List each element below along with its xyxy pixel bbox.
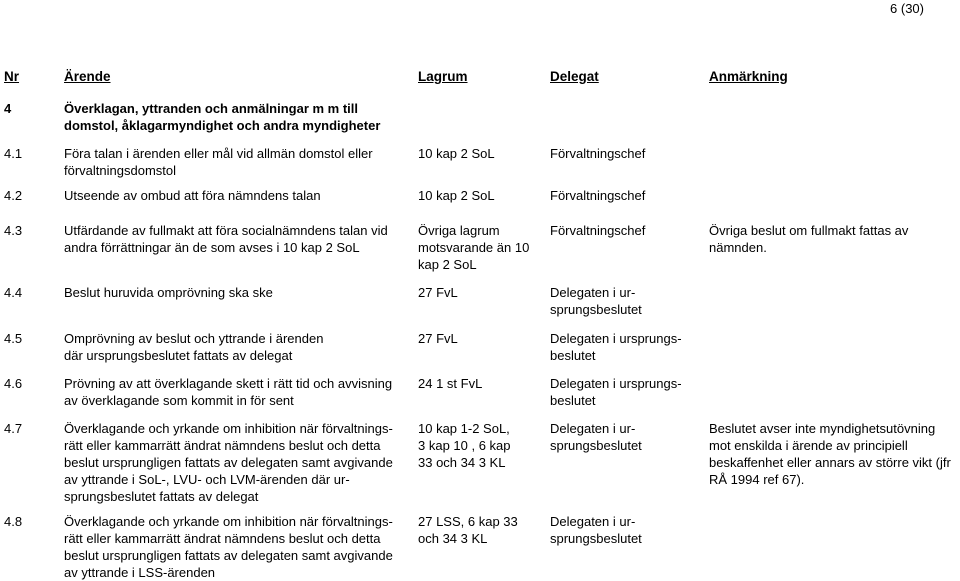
delegat-line: sprungsbeslutet	[550, 531, 642, 546]
section-nr: 4	[4, 101, 12, 116]
arende-line: sprungsbeslutet fattats av delegat	[64, 489, 259, 504]
delegat-line: Förvaltningschef	[550, 146, 646, 161]
row-arende	[64, 375, 392, 409]
row-delegat	[550, 187, 645, 204]
arende-line: rätt eller kammarrätt ändrat nämndens beslut och detta	[64, 531, 381, 546]
delegat-line: beslutet	[550, 348, 596, 363]
row-nr: 4.8	[4, 514, 23, 529]
row-nr: 4.6	[4, 376, 23, 391]
row-nr: 4.3	[4, 223, 23, 238]
header-lagrum: Lagrum	[418, 69, 468, 84]
row-lagrum	[418, 420, 511, 471]
arende-line: Utseende av ombud att föra nämndens talan	[64, 188, 321, 203]
lagrum-line: 27 FvL	[418, 331, 458, 346]
row-lagrum	[418, 375, 482, 392]
anmarkning-line: RÅ 1994 ref 67).	[709, 472, 805, 487]
arende-line: rätt eller kammarrätt ändrat nämndens beslut och detta	[64, 438, 381, 453]
row-delegat	[550, 222, 645, 239]
lagrum-line: 27 LSS, 6 kap 33	[418, 514, 518, 529]
row-anmarkning	[709, 222, 908, 256]
delegat-line: beslutet	[550, 393, 596, 408]
row-lagrum	[418, 145, 495, 162]
row-lagrum	[418, 284, 458, 301]
row-nr: 4.4	[4, 285, 23, 300]
delegat-line: Förvaltningschef	[550, 188, 646, 203]
row-delegat	[550, 145, 645, 162]
lagrum-line: 24 1 st FvL	[418, 376, 483, 391]
page-number: 6 (30)	[890, 1, 924, 16]
arende-line: Föra talan i ärenden eller mål vid allmän domstol eller	[64, 146, 373, 161]
section-title-line: Överklagan, yttranden och anmälningar m m till	[64, 101, 359, 116]
header-nr: Nr	[4, 69, 20, 84]
row-lagrum	[418, 187, 495, 204]
delegat-line: Delegaten i ursprungs-	[550, 331, 682, 346]
row-delegat	[550, 420, 642, 454]
anmarkning-line: mot enskilda i ärende av principiell	[709, 438, 908, 453]
delegat-line: Delegaten i ursprungs-	[550, 376, 682, 391]
arende-line: beslut ursprungligen fattats av delegaten samt avgivande	[64, 455, 393, 470]
arende-line: där ursprungsbeslutet fattats av delegat	[64, 348, 293, 363]
row-nr: 4.5	[4, 331, 23, 346]
header-arende: Ärende	[64, 69, 111, 84]
lagrum-line: motsvarande än 10	[418, 240, 530, 255]
row-lagrum	[418, 330, 458, 347]
arende-line: Omprövning av beslut och yttrande i ärenden	[64, 331, 324, 346]
lagrum-line: 10 kap 2 SoL	[418, 146, 495, 161]
anmarkning-line: nämnden.	[709, 240, 767, 255]
lagrum-line: 10 kap 1-2 SoL,	[418, 421, 510, 436]
row-nr: 4.1	[4, 146, 23, 161]
arende-line: Beslut huruvida omprövning ska ske	[64, 285, 273, 300]
row-delegat	[550, 330, 682, 364]
row-delegat	[550, 284, 642, 318]
row-nr: 4.2	[4, 188, 23, 203]
arende-line: andra förrättningar än de som avses i 10 kap 2 SoL	[64, 240, 360, 255]
row-arende	[64, 187, 321, 204]
section-title-line: domstol, åklagarmyndighet och andra myndigheter	[64, 118, 381, 133]
anmarkning-line: beskaffenhet eller annars av större vikt (jfr	[709, 455, 951, 470]
delegat-line: Delegaten i ur-	[550, 421, 636, 436]
delegat-line: Förvaltningschef	[550, 223, 646, 238]
row-lagrum	[418, 222, 529, 273]
row-delegat	[550, 513, 642, 547]
row-lagrum	[418, 513, 518, 547]
arende-line: av yttrande i LSS-ärenden	[64, 565, 216, 580]
arende-line: förvaltningsdomstol	[64, 163, 176, 178]
lagrum-line: 27 FvL	[418, 285, 458, 300]
lagrum-line: 33 och 34 3 KL	[418, 455, 506, 470]
arende-line: Utfärdande av fullmakt att föra socialnämndens talan vid	[64, 223, 388, 238]
row-arende	[64, 513, 393, 581]
arende-line: av yttrande i SoL-, LVU- och LVM-ärenden där ur-	[64, 472, 350, 487]
row-arende	[64, 420, 393, 505]
arende-line: av överklagande som kommit in för sent	[64, 393, 294, 408]
arende-line: Överklagande och yrkande om inhibition när förvaltnings-	[64, 514, 393, 529]
arende-line: Prövning av att överklagande skett i rätt tid och avvisning	[64, 376, 393, 391]
delegat-line: sprungsbeslutet	[550, 302, 642, 317]
row-arende	[64, 284, 273, 301]
row-nr: 4.7	[4, 421, 23, 436]
delegat-line: Delegaten i ur-	[550, 514, 636, 529]
row-anmarkning	[709, 420, 951, 488]
header-anmarkning: Anmärkning	[709, 69, 788, 84]
arende-line: beslut ursprungligen fattats av delegaten samt avgivande	[64, 548, 393, 563]
delegat-line: Delegaten i ur-	[550, 285, 636, 300]
lagrum-line: kap 2 SoL	[418, 257, 477, 272]
lagrum-line: Övriga lagrum	[418, 223, 500, 238]
lagrum-line: 10 kap 2 SoL	[418, 188, 495, 203]
arende-line: Överklagande och yrkande om inhibition när förvaltnings-	[64, 421, 393, 436]
row-arende	[64, 145, 373, 179]
anmarkning-line: Övriga beslut om fullmakt fattas av	[709, 223, 909, 238]
header-delegat: Delegat	[550, 69, 599, 84]
section-title	[64, 100, 380, 134]
lagrum-line: och 34 3 KL	[418, 531, 488, 546]
lagrum-line: 3 kap 10 , 6 kap	[418, 438, 511, 453]
row-arende	[64, 222, 388, 256]
row-arende	[64, 330, 323, 364]
anmarkning-line: Beslutet avser inte myndighetsutövning	[709, 421, 936, 436]
delegat-line: sprungsbeslutet	[550, 438, 642, 453]
row-delegat	[550, 375, 682, 409]
